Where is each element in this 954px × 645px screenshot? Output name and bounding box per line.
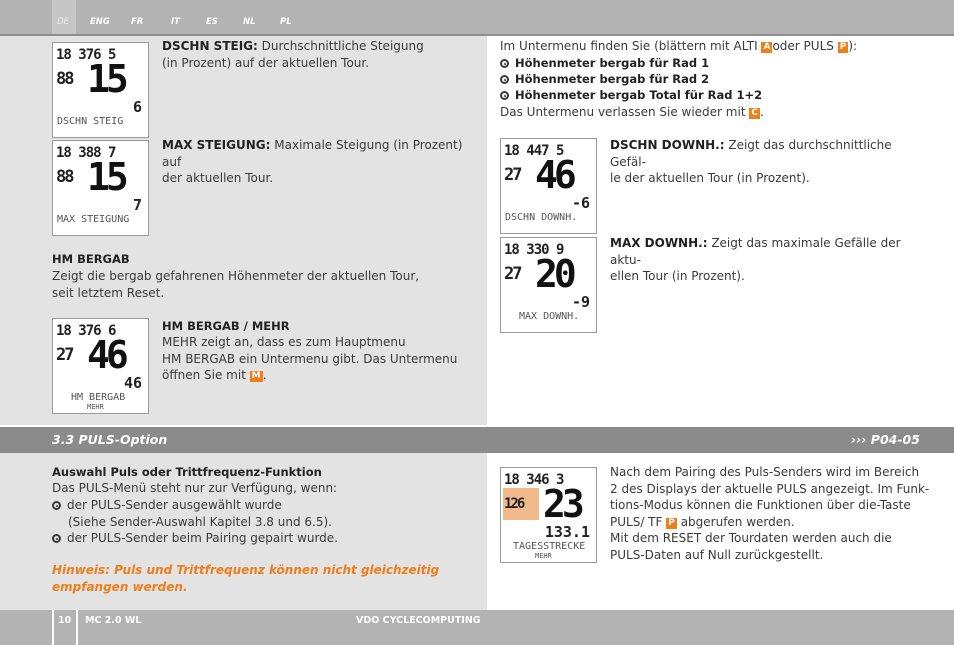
lcd-small: 27 — [504, 264, 521, 284]
bullet-icon — [52, 534, 61, 543]
hm-bergab-line1: Zeigt die bergab gefahrenen Höhenmeter der aktuellen Tour, — [52, 269, 420, 283]
section-title: 3.3 PULS-Option — [52, 432, 168, 447]
lang-pl[interactable]: PL — [280, 17, 292, 27]
hm-bergab-heading: HM BERGAB — [52, 252, 130, 266]
hm-mehr-line3: öffnen Sie mit — [162, 368, 246, 382]
lcd-row3: 133.1 — [544, 523, 590, 541]
lang-es[interactable]: ES — [206, 17, 218, 27]
submenu-intro-mid: oder PULS — [772, 39, 834, 53]
submenu-bullet-3: Höhenmeter bergab Total für Rad 1+2 — [500, 87, 762, 104]
puls-bullet-1a: der PULS-Sender ausgewählt wurde — [67, 498, 282, 512]
footer — [0, 610, 954, 645]
lang-fr[interactable]: FR — [131, 17, 144, 27]
lang-eng[interactable]: ENG — [90, 17, 110, 27]
lcd-big: 15 — [87, 57, 125, 101]
puls-bullet-1b: (Siehe Sender-Auswahl Kapitel 3.8 und 6.5). — [68, 514, 332, 529]
lcd-small: 88 — [56, 69, 73, 89]
puls-hint-line2: empfangen werden. — [52, 579, 188, 594]
lcd-row3: 6 — [132, 98, 142, 116]
submenu-bullet-1: Höhenmeter bergab für Rad 1 — [500, 55, 709, 72]
lcd-row3: -9 — [571, 293, 590, 311]
section-page-ref[interactable]: ››› P04-05 — [851, 432, 920, 447]
lcd-max-steigung — [52, 140, 149, 236]
lcd-label: TAGESSTRECKE — [513, 541, 586, 552]
page-number: 10 — [58, 615, 72, 626]
submenu-intro-end: ): — [848, 39, 858, 53]
lcd-big: 20 — [535, 252, 573, 296]
bullet-icon — [500, 59, 509, 68]
hm-bergab-text — [52, 268, 482, 301]
key-p-icon: P — [839, 42, 847, 52]
hm-bergab-line2: seit letztem Reset. — [52, 285, 165, 300]
lcd-max-downh — [500, 237, 597, 333]
lcd-small: 27 — [56, 345, 73, 365]
submenu-intro-text: Im Untermenu finden Sie (blättern mit ALTI — [500, 39, 758, 53]
lcd-row1: 18 330 9 — [504, 242, 564, 258]
lcd-puls — [500, 467, 597, 563]
submenu-leave-text: Das Untermenu verlassen Sie wieder mit — [500, 105, 746, 119]
lcd-row3: 7 — [132, 196, 142, 214]
bullet-icon — [500, 75, 509, 84]
item-line2: (in Prozent) auf der aktuellen Tour. — [162, 55, 370, 70]
lcd-dschn-steig — [52, 42, 149, 138]
item-line1: Durchschnittliche Steigung — [261, 39, 424, 53]
puls-desc-line6: PULS-Daten auf Null zurückgestellt. — [610, 547, 824, 562]
puls-hint — [52, 562, 482, 595]
puls-hint-line1: Hinweis: Puls und Trittfrequenz können nicht gleichzeitig — [52, 563, 440, 577]
lcd-small: 27 — [504, 165, 521, 185]
hm-mehr-heading: HM BERGAB / MEHR — [162, 319, 290, 333]
item-dschn-steig — [162, 38, 482, 71]
bullet-icon — [500, 91, 509, 100]
puls-intro: Das PULS-Menü steht nur zur Verfügung, wenn: — [52, 481, 338, 495]
puls-bullet-2-text: der PULS-Sender beim Pairing gepairt wurde. — [67, 531, 338, 545]
lcd-big: 15 — [87, 155, 125, 199]
footer-separator — [52, 610, 54, 645]
hm-mehr-line1: MEHR zeigt an, dass es zum Hauptmenu — [162, 335, 406, 349]
lcd-big: 46 — [87, 333, 125, 377]
item-title: DSCHN STEIG: — [162, 39, 258, 53]
item-line1: Zeigt das durchschnittliche Gefäl- — [610, 138, 892, 169]
lcd-label: HM BERGAB — [71, 392, 126, 403]
key-m-icon: M — [251, 371, 261, 381]
lcd-label: MAX DOWNH. — [519, 311, 580, 322]
lcd-big: 23 — [543, 482, 581, 526]
lcd-big: 46 — [535, 153, 573, 197]
key-c-icon: C — [751, 108, 758, 118]
hm-mehr-line2: HM BERGAB ein Untermenu gibt. Das Untermenu — [162, 351, 458, 366]
lcd-row3: 46 — [123, 374, 142, 392]
hm-mehr-end: . — [262, 368, 267, 382]
submenu-leave-end: . — [759, 105, 764, 119]
lcd-label2: MEHR — [87, 403, 104, 411]
item-max-downh — [610, 235, 930, 285]
lcd-row1: 18 447 5 — [504, 143, 564, 159]
item-dschn-downh — [610, 137, 930, 187]
item-line2: der aktuellen Tour. — [162, 171, 274, 185]
brand-name: VDO CYCLECOMPUTING — [356, 615, 481, 626]
item-line1: Zeigt das maximale Gefälle der aktu- — [610, 236, 901, 267]
lang-de[interactable]: DE — [57, 17, 69, 27]
item-max-steigung — [162, 137, 482, 187]
language-bar — [0, 0, 954, 34]
item-title: DSCHN DOWNH.: — [610, 138, 725, 152]
puls-desc-line2: 2 des Displays der aktuelle PULS angezeigt. Im Funk- — [610, 481, 930, 496]
puls-desc-line4a: PULS/ TF — [610, 514, 663, 529]
lang-nl[interactable]: NL — [243, 17, 256, 27]
bullet-icon — [52, 501, 61, 510]
item-title: MAX STEIGUNG: — [162, 138, 271, 152]
item-line1: Maximale Steigung (in Prozent) auf — [162, 138, 463, 169]
section-header — [0, 427, 954, 453]
footer-separator — [76, 610, 78, 645]
key-a-icon: A — [763, 42, 771, 52]
puls-desc-line4b: abgerufen werden. — [680, 514, 795, 529]
lcd-hm-bergab — [52, 318, 149, 414]
lcd-small: 88 — [56, 167, 73, 187]
submenu-leave — [500, 104, 940, 121]
submenu-bullet-2: Höhenmeter bergab für Rad 2 — [500, 71, 709, 88]
lcd-label2: MEHR — [535, 552, 552, 560]
lcd-dschn-downh — [500, 138, 597, 234]
puls-heading: Auswahl Puls oder Trittfrequenz-Funktion — [52, 465, 322, 479]
lcd-label: DSCHN DOWNH. — [505, 212, 578, 223]
lang-it[interactable]: IT — [171, 17, 180, 27]
item-title: MAX DOWNH.: — [610, 236, 708, 250]
lcd-row1: 18 376 5 — [56, 47, 116, 63]
lcd-row1: 18 388 7 — [56, 145, 116, 161]
puls-description — [610, 464, 940, 563]
item-line2: ellen Tour (in Prozent). — [610, 269, 745, 283]
puls-desc-line3: tions-Modus können die Funktionen über die-Taste — [610, 498, 911, 512]
lcd-row1: 18 346 3 — [504, 472, 564, 488]
puls-desc-line5: Mit dem RESET der Tourdaten werden auch die — [610, 531, 892, 545]
lcd-row1: 18 376 6 — [56, 323, 116, 339]
product-model: MC 2.0 WL — [85, 615, 142, 626]
submenu-intro — [500, 38, 940, 55]
item-line2: le der aktuellen Tour (in Prozent). — [610, 171, 810, 185]
puls-bullet-2 — [52, 530, 482, 547]
lcd-label: MAX STEIGUNG — [57, 214, 130, 225]
lcd-row3: -6 — [571, 194, 590, 212]
key-p-icon: P — [668, 517, 675, 528]
puls-bullet-1 — [52, 497, 482, 530]
hm-mehr-text — [162, 334, 482, 384]
lcd-label: DSCHN STEIG — [57, 116, 124, 127]
lcd-small: 126 — [504, 496, 524, 512]
puls-desc-line1: Nach dem Pairing des Puls-Senders wird im Bereich — [610, 465, 920, 479]
